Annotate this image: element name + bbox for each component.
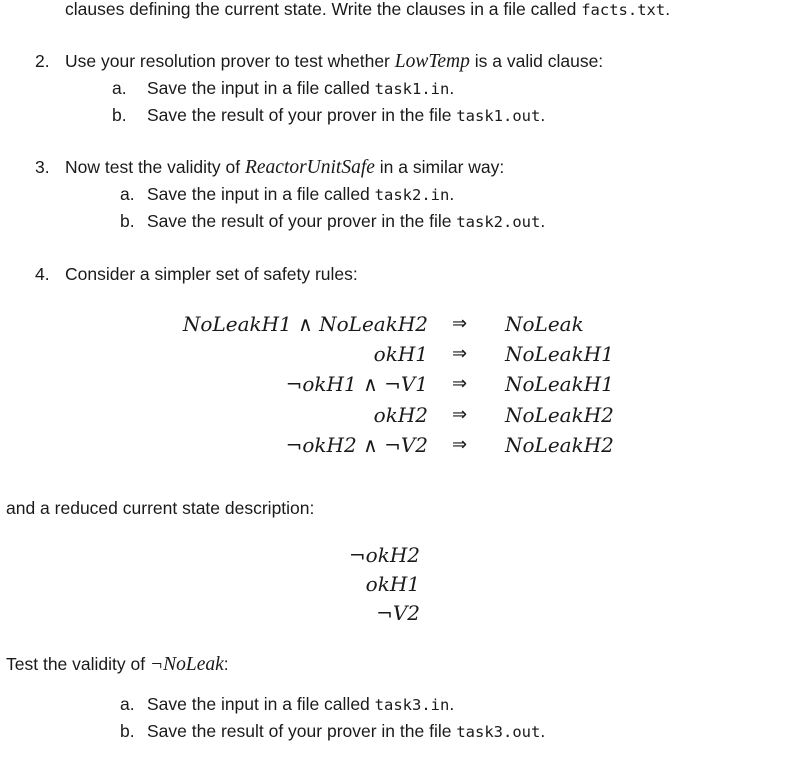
rule-5-lhs: ¬okH2 ∧ ¬V2: [285, 433, 428, 457]
item-2a-marker: a.: [112, 78, 127, 98]
item-2a-tail: .: [449, 78, 455, 98]
item-2-text-after: is a valid clause:: [469, 51, 604, 71]
item-3b-text: [147, 211, 545, 232]
intro-line: [65, 0, 670, 20]
test-line: [6, 654, 229, 675]
item-3b-tail: .: [540, 211, 546, 231]
test-a-marker: a.: [120, 694, 135, 714]
item-3-number: 3.: [35, 157, 50, 177]
item-3b-label: Save the result of your prover in the file: [147, 211, 457, 231]
list-item-2: [35, 51, 50, 71]
item-3b-file: task2.out: [456, 213, 541, 231]
item-2-text-before: Use your resolution prover to test whether: [65, 51, 395, 71]
item-3-text: [65, 157, 504, 178]
item-4-text: Consider a simpler set of safety rules:: [65, 264, 358, 284]
list-item-3: [35, 157, 50, 177]
item-2b-tail: .: [540, 105, 546, 125]
test-b-marker: b.: [120, 721, 135, 741]
rule-5-rhs: NoLeakH2: [505, 433, 614, 457]
test-italic: ¬NoLeak: [149, 654, 224, 675]
item-2b-file: task1.out: [456, 107, 541, 125]
item-3a-marker: a.: [120, 184, 135, 204]
intro-text: clauses defining the current state. Write the clauses in a file called: [65, 0, 582, 19]
state-intro: and a reduced current state description:: [6, 498, 315, 518]
rule-5-arrow: ⇒: [452, 434, 468, 455]
test-tail: :: [223, 654, 229, 674]
test-a-tail: .: [449, 694, 455, 714]
test-b-text: [147, 721, 545, 742]
test-text: Test the validity of: [6, 654, 150, 674]
item-2b-text: [147, 105, 545, 126]
test-a-file: task3.in: [374, 696, 450, 714]
test-a-label: Save the input in a file called: [147, 694, 375, 714]
rule-2-arrow: ⇒: [452, 343, 468, 364]
item-3-text-before: Now test the validity of: [65, 157, 245, 177]
rule-4-lhs: okH2: [373, 403, 428, 427]
rule-2-rhs: NoLeakH1: [505, 342, 614, 366]
item-3a-file: task2.in: [374, 186, 450, 204]
rule-3-rhs: NoLeakH1: [505, 372, 614, 396]
rule-4-arrow: ⇒: [452, 404, 468, 425]
item-2a-label: Save the input in a file called: [147, 78, 375, 98]
state-fact-3: ¬V2: [376, 601, 420, 625]
item-3a-label: Save the input in a file called: [147, 184, 375, 204]
item-3b-marker: b.: [120, 211, 135, 231]
intro-tail: .: [665, 0, 671, 19]
item-2-number: 2.: [35, 51, 50, 71]
item-3a-text: [147, 184, 454, 205]
test-b-label: Save the result of your prover in the file: [147, 721, 457, 741]
test-a-text: [147, 694, 454, 715]
item-2a-text: [147, 78, 454, 99]
rule-3-lhs: ¬okH1 ∧ ¬V1: [285, 372, 428, 396]
item-2a-file: task1.in: [374, 80, 450, 98]
rule-1-rhs: NoLeak: [505, 312, 584, 336]
rule-3-arrow: ⇒: [452, 373, 468, 394]
item-4-number: 4.: [35, 264, 50, 284]
item-2-italic: LowTemp: [394, 51, 470, 72]
rule-1-lhs: NoLeakH1 ∧ NoLeakH2: [182, 312, 428, 336]
item-2-text: [65, 51, 603, 72]
item-3a-tail: .: [449, 184, 455, 204]
rule-2-lhs: okH1: [373, 342, 428, 366]
rule-1-arrow: ⇒: [452, 313, 468, 334]
state-fact-1: ¬okH2: [348, 543, 420, 567]
item-2b-marker: b.: [112, 105, 127, 125]
item-3-text-after: in a similar way:: [374, 157, 505, 177]
test-b-tail: .: [540, 721, 546, 741]
intro-filename: facts.txt: [581, 1, 666, 19]
item-2b-label: Save the result of your prover in the file: [147, 105, 457, 125]
test-b-file: task3.out: [456, 723, 541, 741]
state-fact-2: okH1: [365, 572, 420, 596]
rule-4-rhs: NoLeakH2: [505, 403, 614, 427]
item-3-italic: ReactorUnitSafe: [244, 157, 375, 178]
